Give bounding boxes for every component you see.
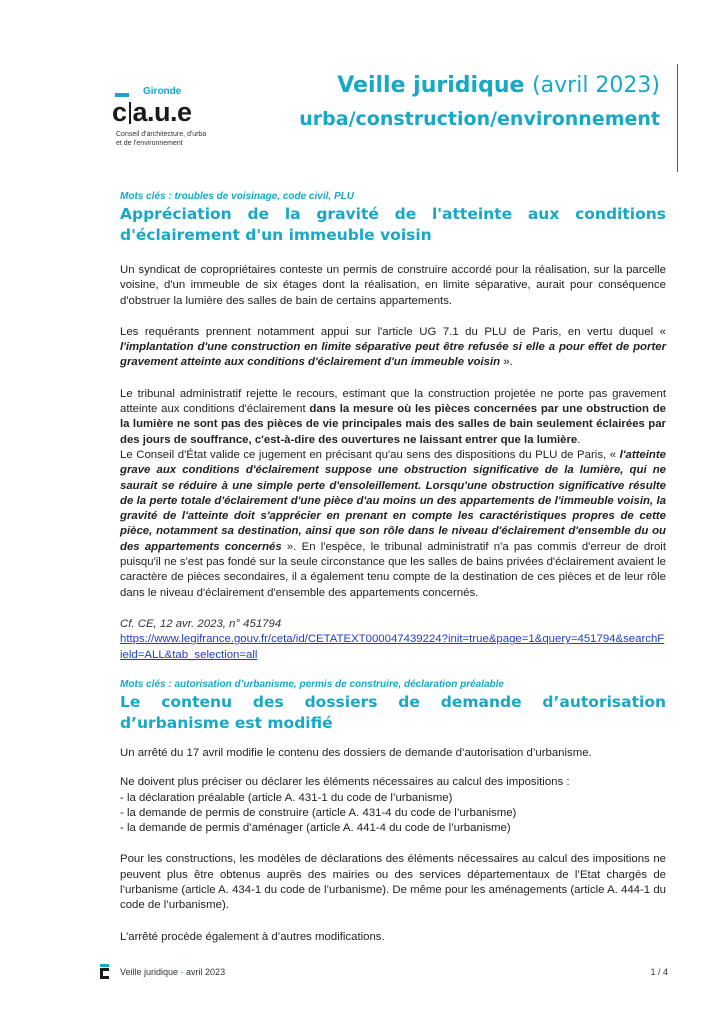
article-1-paragraph-3 [120,387,666,448]
article-1-title: Appréciation de la gravité de l'atteinte aux conditions d'éclairement d'un immeuble voisin [120,205,666,244]
logo-word-left: c [112,97,127,127]
article-1-paragraph-4 [120,448,666,601]
article-1 [120,191,666,663]
article-2-list [120,791,666,837]
paragraph-2-end: ». [500,356,513,369]
article-2-keywords: Mots clés : autorisation d’urbanisme, permis de construire, déclaration préalable [120,679,504,690]
page-title-text: Veille juridique [337,73,525,98]
article-2-paragraph-1: Un arrêté du 17 avril modifie le contenu des dossiers de demande d’autorisation d’urbanisme. [120,747,592,759]
list-item: - la déclaration préalable (article A. 431-1 du code de l’urbanisme) [120,791,453,804]
article-2-title: Le contenu des dossiers de demande d’autorisation d’urbanisme est modifié [120,693,666,732]
logo-tagline-line2: et de l'environnement [116,140,183,147]
page-footer [100,964,668,980]
page-header [299,72,660,132]
paragraph-4-intro: Le Conseil d'État valide ce jugement en précisant qu'au sens des dispositions du PLU de Paris, « [120,448,620,461]
paragraph-2-quote: l'implantation d'une construction en limite séparative peut être refusée si elle a pour effet de porter gravement atteinte aux conditions d'éclairement d'un immeuble voisin [120,341,666,369]
logo-region: Gironde [143,86,182,97]
list-item: - la demande de permis d’aménager (article A. 441-4 du code de l’urbanisme) [120,822,511,835]
article-1-reference: Cf. CE, 12 avr. 2023, n° 451794 [120,617,282,630]
page-subtitle: urba/construction/environnement [299,108,660,130]
logo-separator [129,102,131,124]
header-divider [677,64,678,172]
logo-wordmark [112,97,192,128]
page-number: 1 / 4 [650,967,668,977]
paragraph-4-end: ». En l'espèce, le tribunal administratif n'a pas commis d'erreur de droit puisqu'il ne s'est pas fondé sur la seule circonstance que les salles de bains privées d'éclairement avaient le caractère de pièces secondaires, il a également tenu compte de la destination de ces pièces et de leur rôle dans le niveau d'éclairement d'ensemble des appartements concernés. [120,540,666,599]
footer-title [120,967,225,977]
paragraph-2-intro: Les requérants prennent notamment appui sur l'article UG 7.1 du PLU de Paris, en vertu duquel « [120,325,666,338]
footer-logo-icon [100,964,110,980]
article-1-keywords: Mots clés : troubles de voisinage, code civil, PLU [120,191,354,202]
article-1-paragraph-1: Un syndicat de copropriétaires conteste un permis de construire accordé pour la réalisation, sur la parcelle voisine, d'un immeuble de six étages dont la réalisation, en limite séparative, aurait pour conséquence d'obstruer la lumière des salles de bain de certains appartements. [120,264,666,307]
article-2-paragraph-2: Ne doivent plus préciser ou déclarer les éléments nécessaires au calcul des impositions : [120,776,570,789]
paragraph-4-quote: l'atteinte grave aux conditions d'éclairement suppose une obstruction significative de la lumière, qui ne saurait se réduire à une simple perte d'ensoleillement. Lorsqu'une obstruction significative résulte de la perte totale d'éclairement d'une pièce d'au moins un des appartements de l'immeuble voisin, la gravité de l'atteinte doit s'apprécier en prenant en compte les caractéristiques propres de cette pièce, notamment sa destination, ainsi que son rôle dans le niveau d'éclairement d'ensemble du ou des appartements concernés [120,448,666,553]
page-title-date: (avril 2023) [532,73,660,98]
paragraph-3-emphasis: dans la mesure où les pièces concernées par une obstruction de la lumière ne sont pas des pièces de vie principales mais des salles de bain seulement éclairées par des jours de souffrance, c'est-à-dire des ouvertures ne laissant entrer que la lumière [120,403,666,446]
article-1-paragraph-2 [120,325,666,371]
paragraph-3-intro: Le tribunal administratif rejette le recours, estimant que la construction projetée ne porte pas gravement atteinte aux conditions d'éclairement [120,387,666,416]
logo-tagline-line1: Conseil d'architecture, d'urba [116,131,207,138]
article-2-paragraph-4: L’arrêté procède également à d’autres modifications. [120,930,385,943]
logo-word-right: a.u.e [132,97,192,127]
footer-dash: - [178,967,187,977]
article-2 [120,679,666,945]
paragraph-3-end: . [577,433,581,446]
logo-tagline [116,130,256,148]
list-item: - la demande de permis de construire (article A. 431-4 du code de l’urbanisme) [120,806,517,819]
footer-date: avril 2023 [186,967,226,977]
footer-title-text: Veille juridique [120,967,179,977]
page-title [299,72,660,100]
article-1-legifrance-link[interactable]: https://www.legifrance.gouv.fr/ceta/id/CETATEXT000047439224?init=true&page=1&query=451794&searchField=ALL&tab_selection=all [120,633,665,661]
article-2-paragraph-3: Pour les constructions, les modèles de déclarations des éléments nécessaires au calcul des impositions ne peuvent plus être obtenus auprès des mairies ou des services départementaux de l’Etat chargés de l’urbanisme (article A. 434-1 du code de l’urbanisme). De même pour les aménagements (article A. 444-1 du code de l’urbanisme). [120,853,666,912]
